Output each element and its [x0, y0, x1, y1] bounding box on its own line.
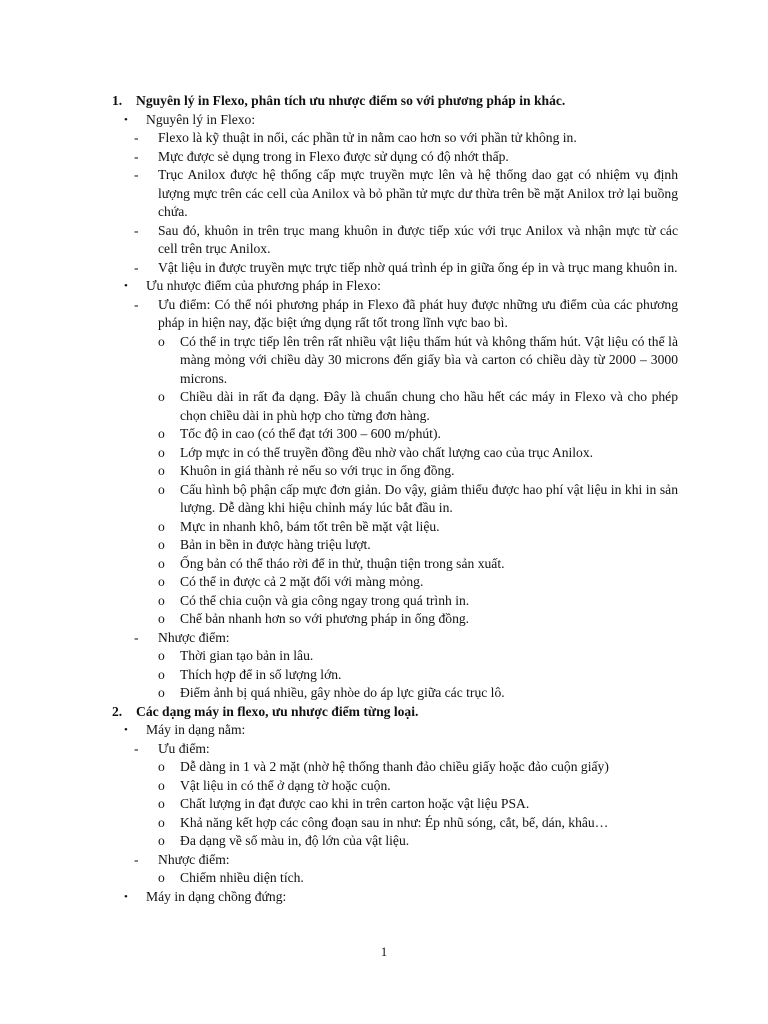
sub-text: Điểm ảnh bị quá nhiều, gây nhòe do áp lực giữa các trục lô. — [180, 685, 505, 700]
sub-marker: o — [158, 666, 165, 682]
sub-item — [112, 462, 678, 481]
sub-item — [112, 832, 678, 851]
dash-text: Vật liệu in được truyền mực trực tiếp nhờ quá trình ép in giữa ống ép in và trục mang khuôn in. — [158, 259, 678, 275]
sub-text: Thời gian tạo bản in lâu. — [180, 648, 314, 663]
dash-item — [112, 296, 678, 333]
dash-text: Nhược điểm: — [158, 851, 230, 867]
dash-text: Ưu điểm: — [158, 740, 210, 756]
sub-text: Chiều dài in rất đa dạng. Đây là chuẩn chung cho hầu hết các máy in Flexo và cho phép chọn chiều dài in phù hợp cho từng đơn hàng. — [180, 389, 678, 423]
dash-text: Sau đó, khuôn in trên trục mang khuôn in được tiếp xúc với trục Anilox và nhận mực từ các cell trên trục Anilox. — [158, 222, 678, 256]
sub-text: Lớp mực in có thể truyền đồng đều nhờ vào chất lượng cao của trục Anilox. — [180, 444, 594, 460]
dash-marker: - — [134, 259, 139, 275]
dash-marker: - — [134, 629, 139, 645]
bullet-text: Nguyên lý in Flexo: — [146, 111, 256, 127]
sub-text: Có thể in được cả 2 mặt đối với màng mỏng. — [180, 574, 424, 589]
sub-text: Khả năng kết hợp các công đoạn sau in như: Ép nhũ sóng, cắt, bế, dán, khâu… — [180, 814, 609, 830]
sub-text: Thích hợp để in số lượng lớn. — [180, 666, 342, 682]
sub-item — [112, 425, 678, 444]
sub-marker: o — [158, 592, 165, 608]
sub-marker: o — [158, 611, 165, 626]
dash-item — [112, 166, 678, 222]
sub-marker: o — [158, 426, 165, 441]
sub-text: Có thể chia cuộn và gia công ngay trong quá trình in. — [180, 592, 470, 608]
page-number: 1 — [380, 945, 388, 959]
sub-text: Mực in nhanh khô, bám tốt trên bề mặt vật liệu. — [180, 518, 440, 534]
sub-marker: o — [158, 555, 165, 571]
dash-marker: - — [134, 851, 139, 867]
bullet-marker: • — [124, 280, 128, 292]
dash-item — [112, 851, 678, 870]
sub-marker: o — [158, 870, 165, 885]
bullet-marker: • — [124, 724, 128, 736]
sub-item — [112, 647, 678, 666]
sub-item — [112, 684, 678, 703]
section-heading — [112, 92, 678, 111]
dash-text: Mực được sẻ dụng trong in Flexo được sử dụng có độ nhớt thấp. — [158, 148, 509, 164]
sub-item — [112, 795, 678, 814]
dash-item — [112, 148, 678, 167]
sub-marker: o — [158, 685, 165, 700]
dash-item — [112, 259, 678, 278]
sub-text: Chiếm nhiều diện tích. — [180, 870, 304, 885]
bullet-item — [112, 888, 678, 907]
bullet-item — [112, 721, 678, 740]
dash-text: Trục Anilox được hệ thống cấp mực truyền mực lên và hệ thống dao gạt có nhiệm vụ định lượng mực trên các cell của Anilox và bỏ phần tử mực dư thừa trên bề mặt Anilox trở lại buồng chứa. — [158, 167, 678, 219]
sub-text: Cấu hình bộ phận cấp mực đơn giản. Do vậy, giảm thiểu được hao phí vật liệu in khi in sản lượng. Dễ dàng khi hiệu chỉnh máy lúc bắt đầu in. — [180, 481, 678, 515]
dash-marker: - — [134, 167, 139, 182]
sub-item — [112, 536, 678, 555]
dash-marker: - — [134, 296, 139, 312]
bullet-marker: • — [124, 113, 128, 126]
sub-marker: o — [158, 796, 165, 811]
sub-item — [112, 573, 678, 592]
sub-item — [112, 444, 678, 463]
sub-marker: o — [158, 518, 165, 534]
section-title: Các dạng máy in flexo, ưu nhược điểm từng loại. — [136, 703, 419, 719]
dash-item — [112, 222, 678, 259]
sub-item — [112, 666, 678, 685]
sub-marker: o — [158, 814, 165, 830]
sub-item — [112, 610, 678, 629]
dash-item — [112, 129, 678, 148]
sub-marker: o — [158, 777, 165, 793]
section-number: 2. — [112, 703, 123, 719]
sub-text: Chất lượng in đạt được cao khi in trên carton hoặc vật liệu PSA. — [180, 796, 530, 811]
sub-item — [112, 518, 678, 537]
bullet-item — [112, 277, 678, 296]
sub-item — [112, 814, 678, 833]
bullet-text: Máy in dạng chồng đứng: — [146, 888, 287, 904]
sub-item — [112, 555, 678, 574]
bullet-text: Máy in dạng nằm: — [146, 722, 246, 737]
section-title: Nguyên lý in Flexo, phân tích ưu nhược điểm so với phương pháp in khác. — [136, 93, 566, 108]
dash-item — [112, 629, 678, 648]
dash-marker: - — [134, 148, 139, 164]
sub-marker: o — [158, 537, 165, 552]
sub-text: Có thể in trực tiếp lên trên rất nhiều vật liệu thấm hút và không thấm hút. Vật liệu có thể là màng mỏng với chiều dày 30 microns đến giấy bìa và carton có chiều dày từ 2000 – 3000 microns. — [180, 333, 678, 386]
dash-text: Nhược điểm: — [158, 629, 230, 645]
sub-marker: o — [158, 574, 165, 589]
sub-marker: o — [158, 444, 165, 460]
sub-text: Dễ dàng in 1 và 2 mặt (nhờ hệ thống thanh đảo chiều giấy hoặc đảo cuộn giấy) — [180, 759, 609, 774]
sub-text: Vật liệu in có thể ở dạng tờ hoặc cuộn. — [180, 777, 391, 793]
sub-marker: o — [158, 389, 165, 404]
sub-item — [112, 777, 678, 796]
dash-marker: - — [134, 130, 139, 145]
sub-text: Bản in bền in được hàng triệu lượt. — [180, 537, 371, 552]
bullet-item — [112, 111, 678, 130]
bullet-marker: • — [124, 890, 128, 903]
dash-item — [112, 740, 678, 759]
bullet-text: Ưu nhược điểm của phương pháp in Flexo: — [146, 278, 381, 293]
sub-item — [112, 481, 678, 518]
dash-text: Ưu điểm: Có thể nói phương pháp in Flexo đã phát huy được những ưu điểm của các phương pháp in hiện nay, đặc biệt ứng dụng rất tốt trong lĩnh vực bao bì. — [158, 296, 678, 330]
sub-text: Tốc độ in cao (có thể đạt tới 300 – 600 m/phút). — [180, 426, 441, 441]
sub-text: Chế bản nhanh hơn so với phương pháp in ống đồng. — [180, 611, 470, 626]
sub-text: Ống bản có thể tháo rời để in thử, thuận tiện trong sản xuất. — [180, 555, 505, 571]
dash-marker: - — [134, 222, 139, 238]
sub-item — [112, 388, 678, 425]
sub-item — [112, 869, 678, 888]
document-body — [112, 92, 678, 906]
section-number: 1. — [112, 93, 123, 108]
dash-text: Flexo là kỹ thuật in nổi, các phần tử in nằm cao hơn so với phần tử không in. — [158, 130, 577, 145]
sub-marker: o — [158, 648, 165, 663]
sub-marker: o — [158, 481, 165, 497]
section-heading — [112, 703, 678, 722]
sub-text: Khuôn in giá thành rẻ nếu so với trục in ống đồng. — [180, 463, 455, 478]
sub-marker: o — [158, 833, 165, 848]
sub-marker: o — [158, 333, 165, 349]
dash-marker: - — [134, 740, 139, 756]
sub-item — [112, 592, 678, 611]
sub-marker: o — [158, 463, 165, 478]
sub-item — [112, 333, 678, 389]
sub-item — [112, 758, 678, 777]
sub-text: Đa dạng về số màu in, độ lớn của vật liệu. — [180, 833, 410, 848]
sub-marker: o — [158, 759, 165, 774]
